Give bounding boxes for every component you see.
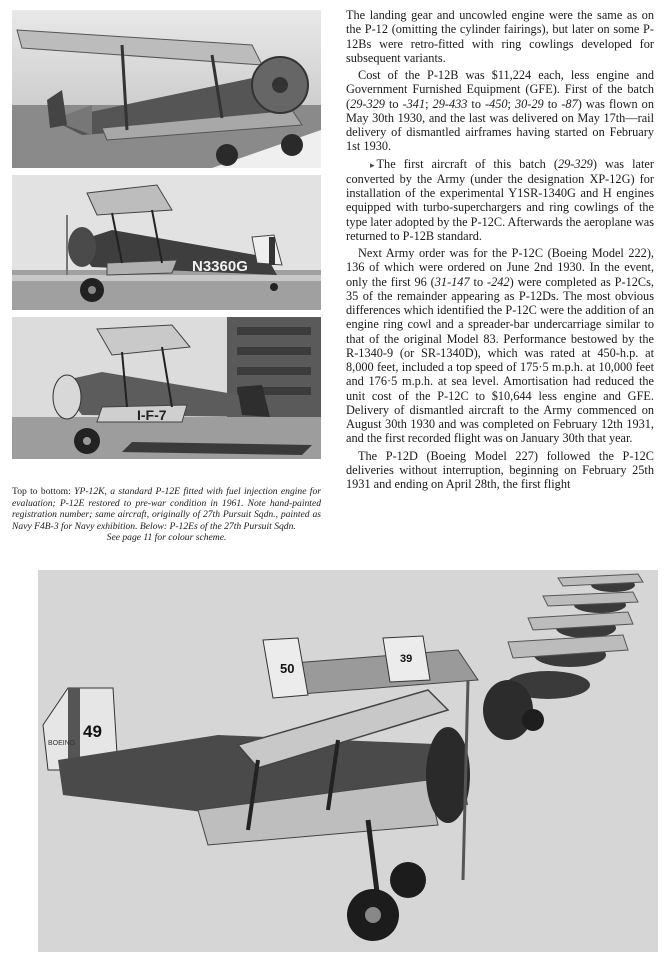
marking-39: 39: [400, 653, 413, 665]
paragraph-marker-icon: ▸: [370, 159, 375, 170]
caption-item-2: P-12E restored to pre-war condition in 1961. Note hand-painted registration number;: [12, 497, 321, 521]
photo-caption: [12, 486, 321, 544]
caption-item-3: same aircraft, originally of 27th Pursuit Sqdn., painted as Navy F4B-3 for Navy exhibition.: [12, 509, 321, 532]
registration-number: N3360G: [192, 258, 248, 275]
caption-item-4: Below: P-12Es of the 27th Pursuit Sqdn.: [139, 520, 296, 532]
photo-p-12e-restored: [12, 175, 321, 310]
paragraph-xp-12g: ▸ The first aircraft of this batch (29-329) was later converted by the Army (under the designation XP-12G) for installation of the experimental Y1SR-1340G and H engines equipped with turbo-superchargers and ring cowlings of the type later adopted by the P-12C. Afterwards the aeroplane was returned to P-12B standard.: [346, 156, 655, 243]
biplane-photo-1: [12, 10, 321, 168]
paragraph-landing-gear: The landing gear and uncowled engine were the same as on the P-12 (omitting the cylinder fairings), but later on some P-12Bs were retro-fitted with ring cowlings developed for subsequent variants.: [346, 8, 654, 65]
photo-navy-f4b-3: [12, 317, 321, 459]
marking-50: 50: [280, 661, 295, 676]
paragraph-p-12d: The P-12D (Boeing Model 227) followed the P-12C deliveries without interruption, beginning on February 25th 1931 and ending on April 28th, the first flight: [346, 448, 654, 491]
fuselage-marking: I-F-7: [137, 407, 167, 423]
biplane-photo-2: [12, 175, 321, 310]
caption-intro: Top to bottom:: [12, 486, 75, 497]
paragraph-p-12c: Next Army order was for the P-12C (Boeing Model 222), 136 of which were ordered on June 2nd 1930. In the event, only the first 96 (31-147 to -242) were completed as P-12Cs, 35 of the remainder appearing as P-12Ds. The most obvious differences which identified the P-12C were the addition of an engine ring cowl and a spreader-bar undercarriage similar to that of the original Model 83. Performance bestowed by the R-1340-9 (or SR-1340D), which was rated at 450-h.p. at 8,000 feet, included a top speed of 175·5 m.p.h. at 10,000 feet and 176·5 m.p.h. at sea level. Amortisation had reduced the unit cost of the P-12C to $10,644 less engine and GFE. Delivery of dismantled aircraft to the Army commenced on August 30th 1930 and was completed on February 12th 1931, and the first recorded flight was on January 30th that year.: [346, 246, 654, 446]
biplane-photo-3: [12, 317, 321, 459]
photo-27th-pursuit-formation: [38, 570, 658, 952]
formation-photo: [38, 570, 658, 952]
paragraph-cost: Cost of the P-12B was $11,224 each, less engine and Government Furnished Equipment (GFE). First of the batch (29-329 to -341; 29-433 to -450; 30-29 to -87) was flown on May 30th 1930, and the last was delivered on May 17th—rail delivery of dismantled airframes having started on February 1st 1930.: [346, 68, 654, 154]
article-text-column: [346, 8, 654, 494]
photo-yp-12k: [12, 10, 321, 168]
caption-footer: See page 11 for colour scheme.: [106, 532, 227, 544]
caption-item-1: YP-12K, a standard P-12E fitted with fuel injection engine for evaluation;: [12, 486, 321, 509]
marking-49: 49: [83, 722, 102, 741]
tail-text: BOEING: [48, 740, 76, 747]
